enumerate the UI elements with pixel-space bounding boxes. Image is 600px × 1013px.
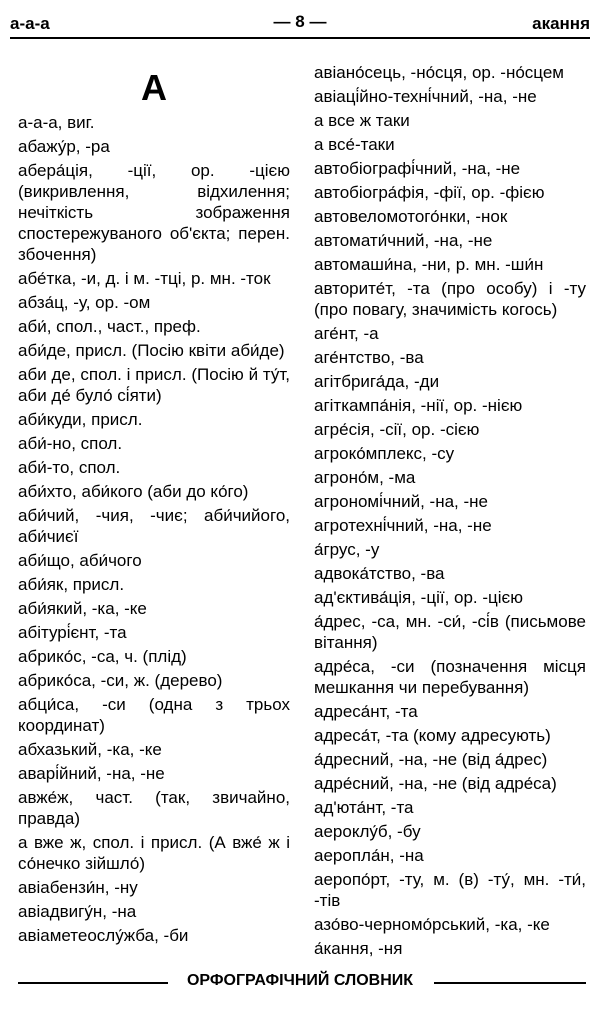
entry: аге́нтство, -ва xyxy=(314,348,424,367)
entry: ад'юта́нт, -та xyxy=(314,798,414,817)
entry: абажу́р, -ра xyxy=(18,137,110,156)
entry: аби́чий, -чия, -чиє; аби́чийого, аби́чиєї xyxy=(18,506,290,546)
entry: адре́сний, -на, -не (від адре́са) xyxy=(314,774,557,793)
entry: авіано́сець, -но́сця, ор. -но́сцем xyxy=(314,63,564,82)
footer-title: ОРФОГРАФІЧНИЙ СЛОВНИК xyxy=(186,972,414,989)
entry: аби́хто, аби́кого (аби до ко́го) xyxy=(18,482,249,501)
entry: абрико́с, -са, ч. (плід) xyxy=(18,647,187,666)
entry: абера́ція, -ції, ор. -цією (викривлення, відхилення; нечіткість зображення спостережуваного об'єкта; перен. збочення) xyxy=(18,161,290,264)
entry: аероклу́б, -бу xyxy=(314,822,421,841)
entry: авіадвигу́н, -на xyxy=(18,902,137,921)
entry: аби́, спол., част., преф. xyxy=(18,317,201,336)
right-column xyxy=(314,62,586,962)
section-letter: А xyxy=(141,67,167,108)
entry: агітбрига́да, -ди xyxy=(314,372,440,391)
entry: абза́ц, -у, ор. -ом xyxy=(18,293,151,312)
entry: адреса́т, -та (кому адресують) xyxy=(314,726,551,745)
entry: авіаці́йно-техні́чний, -на, -не xyxy=(314,87,537,106)
entry: а́грус, -у xyxy=(314,540,380,559)
entry: а́дресний, -на, -не (від а́дрес) xyxy=(314,750,548,769)
entry: аге́нт, -а xyxy=(314,324,379,343)
entry: абхазький, -ка, -ке xyxy=(18,740,162,759)
entry: ад'єктива́ція, -ції, ор. -цією xyxy=(314,588,523,607)
entry: агротехні́чний, -на, -не xyxy=(314,516,492,535)
entry: абе́тка, -и, д. і м. -тці, р. мн. -ток xyxy=(18,269,271,288)
header-left: а-а-а xyxy=(10,14,50,33)
entry: агіткампа́нія, -нії, ор. -нією xyxy=(314,396,523,415)
entry: авже́ж, част. (так, звичайно, правда) xyxy=(18,788,290,828)
entry: аби́як, присл. xyxy=(18,575,125,594)
entry: авторите́т, -та (про особу) і -ту (про повагу, значимість когось) xyxy=(314,279,586,319)
entry: автобіографі́чний, -на, -не xyxy=(314,159,521,178)
entry: агре́сія, -сії, ор. -сією xyxy=(314,420,480,439)
header-rule xyxy=(10,37,590,39)
entry: аварі́йний, -на, -не xyxy=(18,764,165,783)
entry: абрико́са, -си, ж. (дерево) xyxy=(18,671,223,690)
entry: агроно́м, -ма xyxy=(314,468,416,487)
entry: аби́де, присл. (Посію квіти аби́де) xyxy=(18,341,285,360)
entry: аби́який, -ка, -ке xyxy=(18,599,147,618)
entry: а все́-таки xyxy=(314,135,395,154)
entry: автомати́чний, -на, -не xyxy=(314,231,493,250)
entry: азо́во-черномо́рський, -ка, -ке xyxy=(314,915,550,934)
entry: автомаши́на, -ни, р. мн. -ши́н xyxy=(314,255,544,274)
entry: адре́са, -си (позначення місця мешкання чи перебування) xyxy=(314,657,586,697)
entry: аби́що, аби́чого xyxy=(18,551,142,570)
entry: абітурі́єнт, -та xyxy=(18,623,127,642)
entry: а вже ж, спол. і присл. (А вже́ ж і со́нечко зійшло́) xyxy=(18,833,290,873)
entry: агрономі́чний, -на, -не xyxy=(314,492,489,511)
entry: а́дрес, -са, мн. -си́, -сі́в (письмове вітання) xyxy=(314,612,586,652)
entry: абци́са, -си (одна з трьох координат) xyxy=(18,695,290,735)
entry: адвока́тство, -ва xyxy=(314,564,445,583)
entry: а-а-а, виг. xyxy=(18,113,95,132)
entry: а все ж таки xyxy=(314,111,410,130)
header-right: акання xyxy=(532,14,590,33)
entry: авіаметеослу́жба, -би xyxy=(18,926,189,945)
entry: адреса́нт, -та xyxy=(314,702,418,721)
entry: аеропла́н, -на xyxy=(314,846,424,865)
entry: аби́-то, спол. xyxy=(18,458,121,477)
page-number: — 8 — xyxy=(273,12,327,31)
entry: аби́куди, присл. xyxy=(18,410,143,429)
entry: аби́-но, спол. xyxy=(18,434,123,453)
entry: аби де, спол. і присл. (Посію й ту́т, аби де́ було́ сі́яти) xyxy=(18,365,290,405)
left-column xyxy=(18,60,290,949)
entry: агроко́мплекс, -су xyxy=(314,444,455,463)
entry: авіабензи́н, -ну xyxy=(18,878,138,897)
entry: а́кання, -ня xyxy=(314,939,403,958)
entry: автобіогра́фія, -фії, ор. -фією xyxy=(314,183,545,202)
left-entries xyxy=(18,112,290,946)
entry: аеропо́рт, -ту, м. (в) -ту́, мн. -ти́, -тів xyxy=(314,870,586,910)
entry: автовеломотого́нки, -нок xyxy=(314,207,508,226)
